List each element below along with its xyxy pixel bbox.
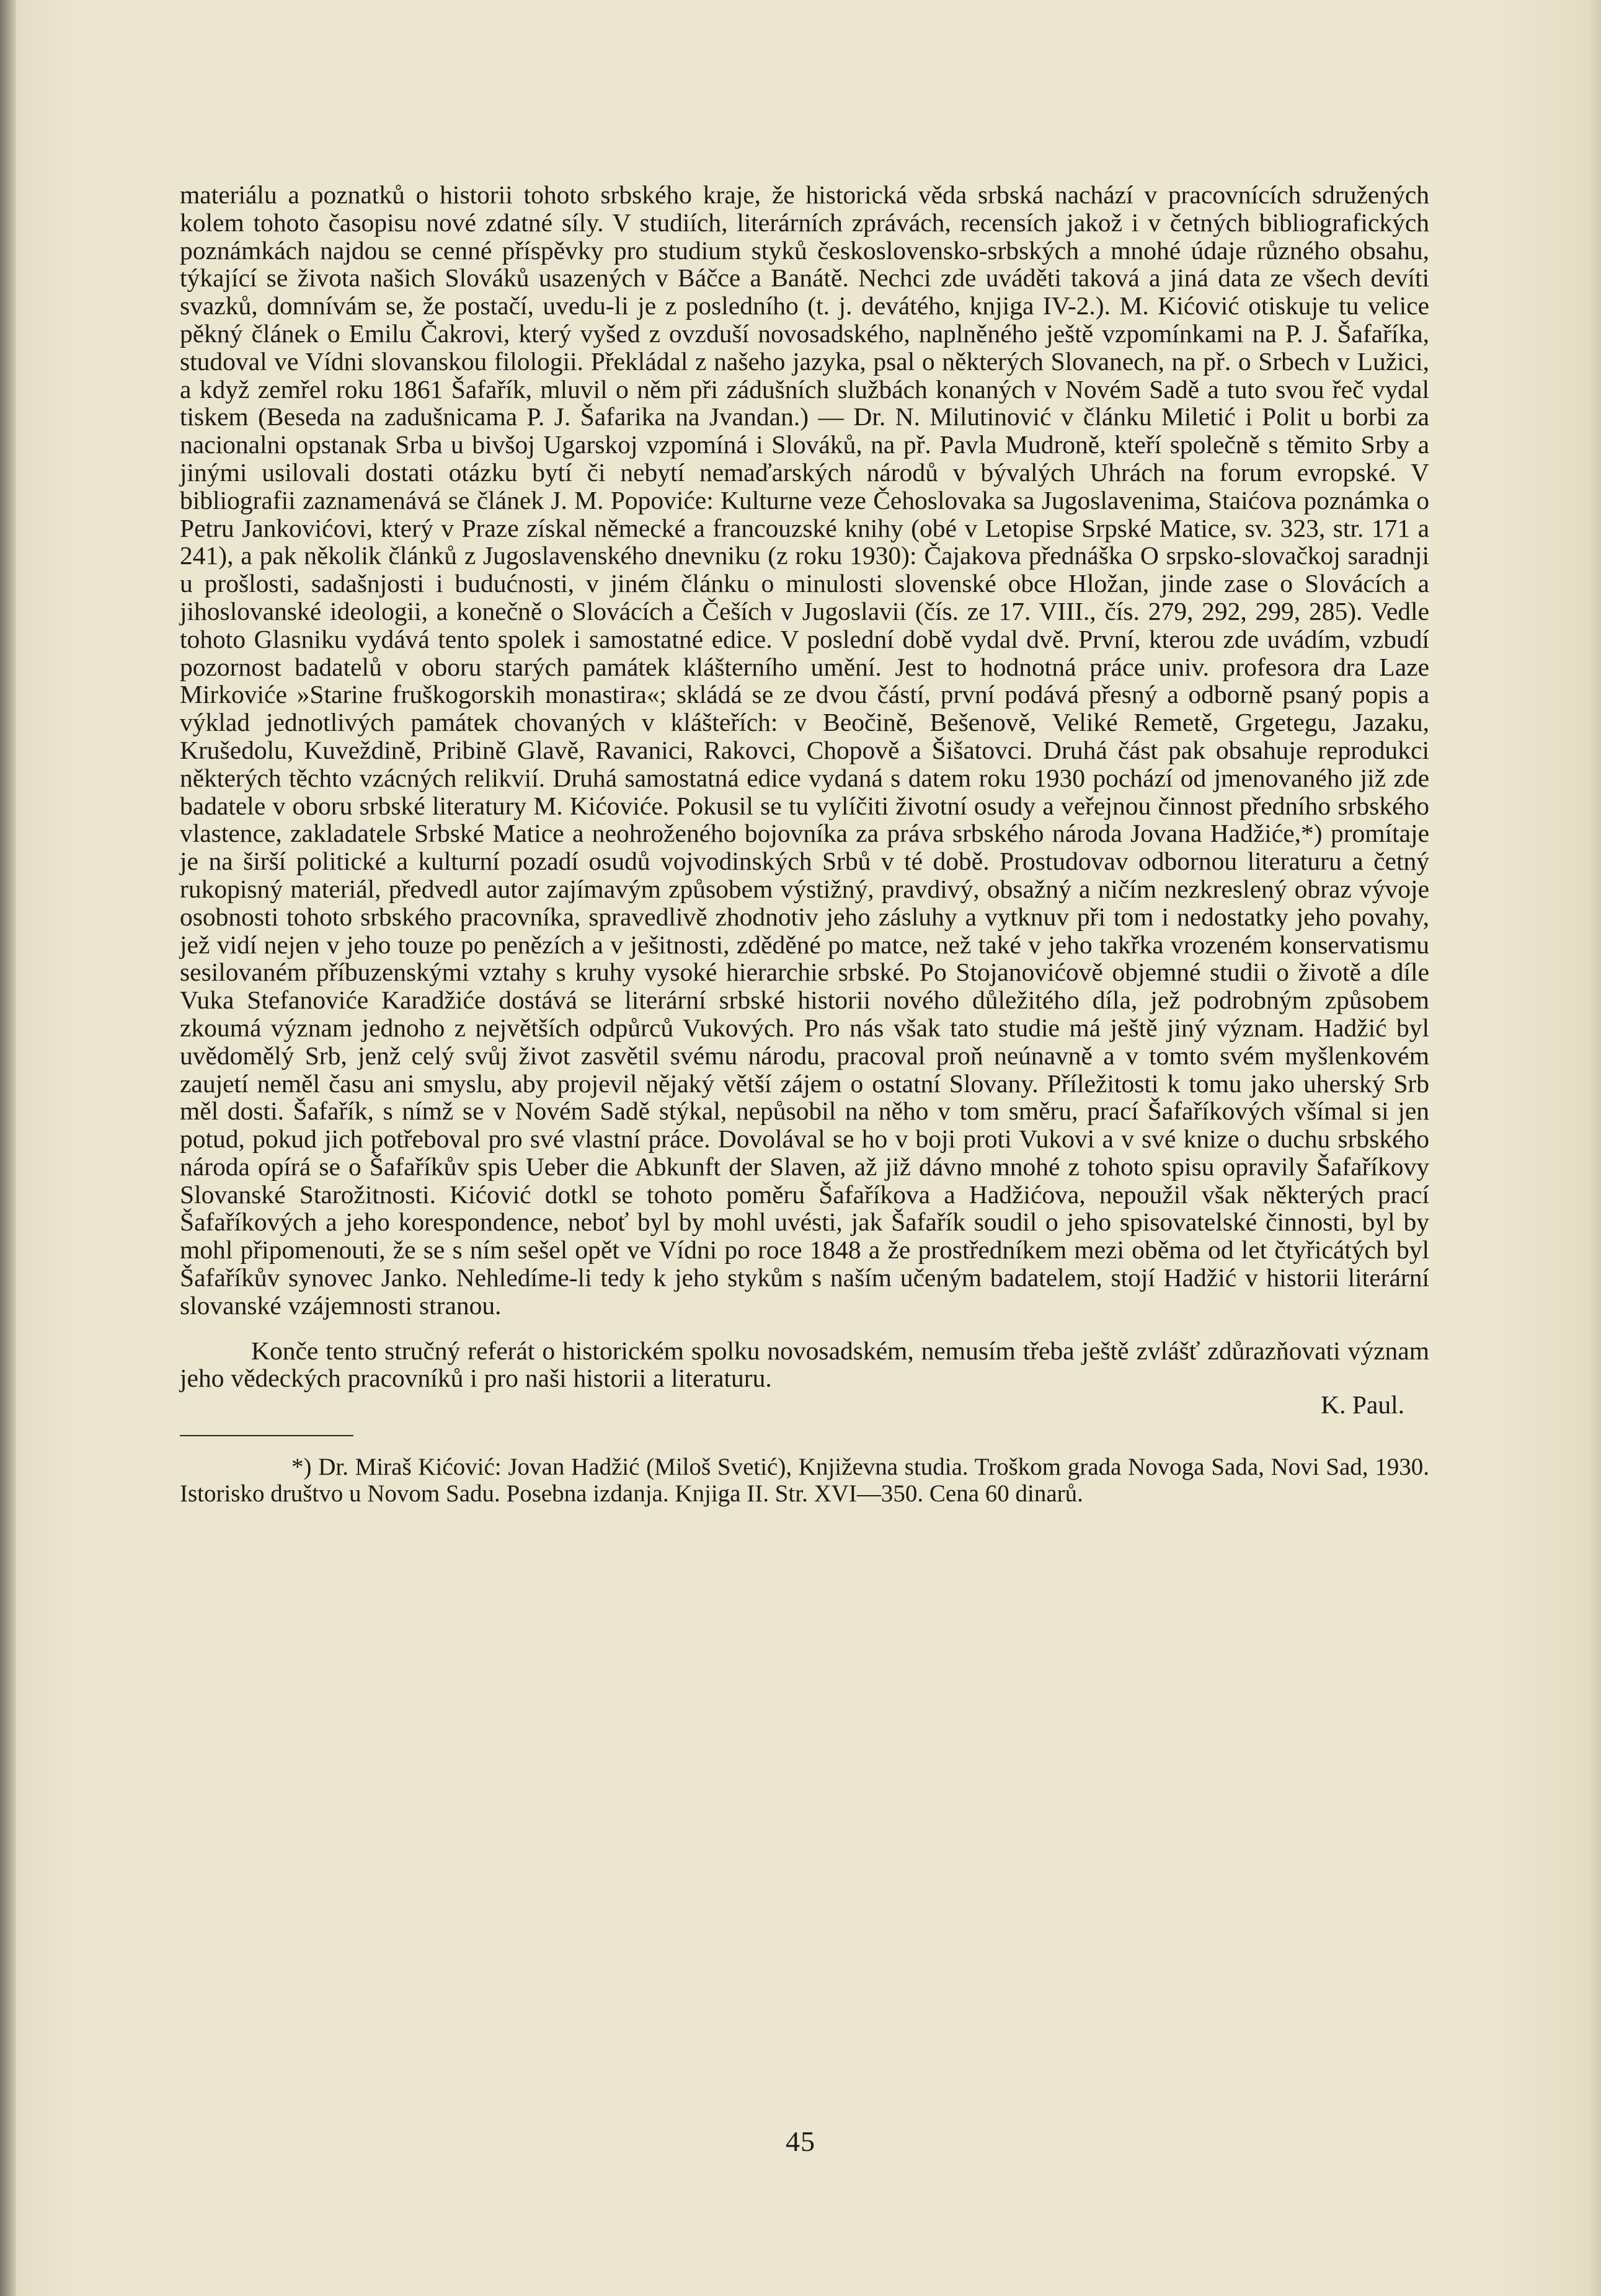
author-signature: K. Paul. [1321, 1390, 1404, 1420]
footnote-divider [180, 1435, 353, 1436]
body-paragraph-1: materiálu a poznatků o historii tohoto srbského kraje, že historická věda srbská nachází v pracovnících sdružených kolem tohoto časopisu nové zdatné síly. V studiích, literárních zprávách, recensích jakož i v četných bibliografických poznámkách najdou se cenné příspěvky pro studium styků československo-srbských a mnohé údaje různého obsahu, týkající se života našich Slováků usazených v Báčce a Banátě. Nechci zde uváděti taková a jiná data ze všech devíti svazků, domnívám se, že postačí, uvedu-li je z posledního (t. j. devátého, knjiga IV-2.). M. Kićović otiskuje tu velice pěkný článek o Emilu Čakrovi, který vyšed z ovzduší novosadského, naplněného ještě vzpomínkami na P. J. Šafaříka, studoval ve Vídni slovanskou filologii. Překládal z našeho jazyka, psal o některých Slovanech, na př. o Srbech v Lužici, a když zemřel roku 1861 Šafařík, mluvil o něm při zádušních službách konaných v Novém Sadě a tuto svou řeč vydal tiskem (Beseda na zadušnicama P. J. Šafarika na Jvandan.) — Dr. N. Milutinović v článku Miletić i Polit u borbi za nacionalni opstanak Srba u bivšoj Ugarskoj vzpomíná i Slováků, na př. Pavla Mudroně, kteří společně s těmito Srby a jinými usilovali dostati otázku bytí či nebytí nemaďarských národů v bývalých Uhrách na forum evropské. V bibliografii zaznamenává se článek J. M. Popoviće: Kulturne veze Čehoslovaka sa Jugoslavenima, Staićova poznámka o Petru Jankovićovi, který v Praze získal německé a francouzské knihy (obé v Letopise Srpské Matice, sv. 323, str. 171 a 241), a pak několik článků z Jugoslavenského dnevniku (z roku 1930): Čajakova přednáška O srpsko-slovačkoj saradnji u prošlosti, sadašnjosti i budućnosti, v jiném článku o minulosti slovenské obce Hložan, jinde zase o Slovácích a jihoslovanské ideologii, a konečně o Slovácích a Češích v Jugoslavii (čís. ze 17. VIII., čís. 279, 292, 299, 285). Vedle tohoto Glasniku vydává tento spolek i samostatné edice. V poslední době vydal dvě. První, kterou zde uvádím, vzbudí pozornost badatelů v oboru starých památek klášterního umění. Jest to hodnotná práce univ. profesora dra Laze Mirkoviće »Starine fruškogorskih monastira«; skládá se ze dvou částí, první podává přesný a odborně psaný popis a výklad jednotlivých památek chovaných v klášteřích: v Beočině, Bešenově, Veliké Remetě, Grgetegu, Jazaku, Krušedolu, Kuveždině, Pribině Glavě, Ravanici, Rakovci, Chopově a Šišatovci. Druhá část pak obsahuje reprodukci některých těchto vzácných relikvií. Druhá samostatná edice vydaná s datem roku 1930 pochází od jmenovaného již zde badatele v oboru srbské literatury M. Kićoviće. Pokusil se tu vylíčiti životní osudy a veřejnou činnost předního srbského vlastence, zakladatele Srbské Matice a neohroženého bojovníka za práva srbského národa Jovana Hadžiće,*) promítaje je na širší politické a kulturní pozadí osudů vojvodinských Srbů v té době. Prostudovav odbornou literaturu a četný rukopisný materiál, předvedl autor zajímavým způsobem výstižný, pravdivý, obsažný a ničím nezkreslený obraz vývoje osobnosti tohoto srbského pracovníka, spravedlivě zhodnotiv jeho zásluhy a vytknuv při tom i nedostatky jeho povahy, jež vidí nejen v jeho touze po penězích a v ješitnosti, zděděné po matce, než také v jeho takřka vrozeném konservatismu sesilovaném příbuzenskými vztahy s kruhy vysoké hierarchie srbské. Po Stojanovićově objemné studii o životě a díle Vuka Stefanoviće Karadžiće dostává se literární srbské historii nového důležitého díla, jež podrobným způsobem zkoumá význam jednoho z největších odpůrců Vukových. Pro nás však tato studie má ještě jiný význam. Hadžić byl uvědomělý Srb, jenž celý svůj život zasvětil svému národu, pracoval proň neúnavně a v tomto svém myšlenkovém zaujetí neměl času ani smyslu, aby projevil nějaký větší zájem o ostatní Slovany. Příležitosti k tomu jako uherský Srb měl dosti. Šafařík, s nímž se v Novém Sadě stýkal, nepůsobil na něho v tom směru, prací Šafaříkových všímal si jen potud, pokud jich potřeboval pro své vlastní práce. Dovolával se ho v boji proti Vukovi a v své knize o duchu srbského národa opírá se o Šafaříkův spis Ueber die Abkunft der Slaven, až již dávno mnohé z tohoto spisu opravily Šafaříkovy Slovanské Starožitnosti. Kićović dotkl se tohoto poměru Šafaříkova a Hadžićova, nepoužil však některých prací Šafaříkových a jeho korespondence, neboť byl by mohl uvésti, jak Šafařík soudil o jeho spisovatelské činnosti, byl by mohl připomenouti, že se s ním sešel opět ve Vídni po roce 1848 a že prostředníkem mezi oběma od let čtyřicátých byl Šafaříkův synovec Janko. Nehledíme-li tedy k jeho stykům s naším učeným badatelem, stojí Hadžić v historii literární slovanské vzájemnosti stranou. [180, 180, 1429, 1320]
body-paragraph-2: Konče tento stručný referát o historickém spolku novosadském, nemusím třeba ještě zvlášť zdůrazňovati význam jeho vědeckých pracovníků i pro naši historii a literaturu. [180, 1336, 1429, 1393]
page-number: 45 [786, 2126, 815, 2157]
footnote: *) Dr. Miraš Kićović: Jovan Hadžić (Miloš Svetić), Književna studia. Troškom grada Novoga Sada, Novi Sad, 1930. Istorisko društvo u Novom Sadu. Posebna izdanja. Knjiga II. Str. XVI—350. Cena 60 dinarů. [180, 1454, 1429, 1508]
text-column [180, 181, 1429, 1507]
book-gutter-shadow [0, 0, 16, 2296]
